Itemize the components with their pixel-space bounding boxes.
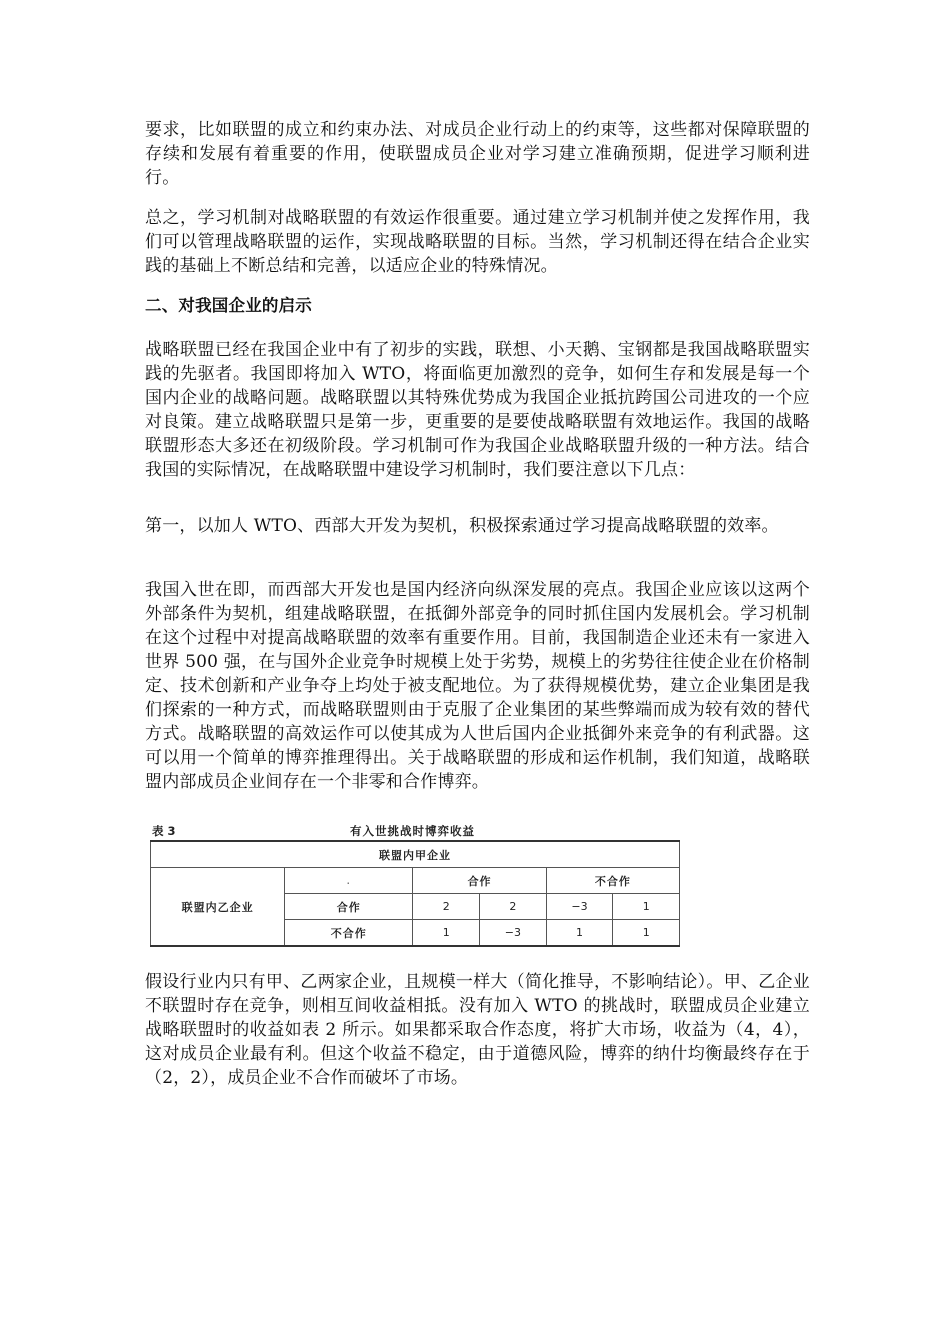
payoff-cell: 2 — [480, 894, 547, 920]
paragraph-5: 我国入世在即，而西部大开发也是国内经济向纵深发展的亮点。我国企业应该以这两个外部条件为契机，组建战略联盟，在抵御外部竞争的同时抓住国内发展机会。学习机制在这个过程中对提高战略联盟的效率有重要作用。目前，我国制造企业还未有一家进入世界 500 强，在与国外企业竞争时规模上处于劣势，规模上的劣势往往使企业在价格制定、技术创新和产业争夺上均处于被支配地位。为了获得规模优势，建立企业集团是我们探索的一种方式，而战略联盟则由于克服了企业集团的某些弊端而成为较有效的替代方式。战略联盟的高效运作可以使其成为人世后国内企业抵御外来竞争的有利武器。这可以用一个简单的博弈推理得出。关于战略联盟的形成和运作机制，我们知道，战略联盟内部成员企业间存在一个非零和合作博弈。 — [145, 580, 810, 792]
corner-dot: . — [346, 877, 351, 886]
payoff-table — [150, 840, 680, 947]
payoff-cell: 1 — [413, 920, 480, 947]
paragraph-4-block — [145, 514, 810, 538]
paragraph-2: 总之，学习机制对战略联盟的有效运作很重要。通过建立学习机制并使之发挥作用，我们可以管理战略联盟的运作，实现战略联盟的目标。当然，学习机制还得在结合企业实践的基础上不断总结和完善，以适应企业的特殊情况。 — [145, 208, 810, 276]
column-group-header: 联盟内甲企业 — [151, 841, 680, 868]
table-caption — [150, 822, 680, 840]
corner-cell — [285, 868, 413, 894]
paragraph-6-block — [145, 970, 810, 1090]
col-strategy-cooperate: 合作 — [413, 868, 546, 894]
payoff-cell: 1 — [613, 894, 680, 920]
row-group-header: 联盟内乙企业 — [151, 868, 285, 947]
payoff-table-figure — [150, 822, 680, 947]
paragraph-1-block — [145, 118, 810, 190]
section-heading: 二、对我国企业的启示 — [145, 296, 312, 315]
table-label: 表 3 — [152, 824, 176, 838]
table-title: 有入世挑战时博弈收益 — [350, 824, 475, 838]
row-strategy-cooperate: 合作 — [285, 894, 413, 920]
paragraph-3-block — [145, 338, 810, 482]
payoff-cell: −3 — [480, 920, 547, 947]
paragraph-5-block — [145, 578, 810, 794]
paragraph-4: 第一，以加人 WTO、西部大开发为契机，积极探索通过学习提高战略联盟的效率。 — [145, 516, 779, 536]
table-strategy-header-row — [151, 868, 680, 894]
row-strategy-defect: 不合作 — [285, 920, 413, 947]
paragraph-2-block — [145, 206, 810, 278]
payoff-cell: 2 — [413, 894, 480, 920]
section-heading-block — [145, 294, 810, 318]
payoff-cell: 1 — [546, 920, 613, 947]
payoff-cell: 1 — [613, 920, 680, 947]
paragraph-1: 要求，比如联盟的成立和约束办法、对成员企业行动上的约束等，这些都对保障联盟的存续和发展有着重要的作用，使联盟成员企业对学习建立准确预期，促进学习顺利进行。 — [145, 120, 810, 188]
paragraph-3: 战略联盟已经在我国企业中有了初步的实践，联想、小天鹅、宝钢都是我国战略联盟实践的先驱者。我国即将加入 WTO，将面临更加激烈的竞争，如何生存和发展是每一个国内企业的战略问题。战略联盟以其特殊优势成为我国企业抵抗跨国公司进攻的一个应对良策。建立战略联盟只是第一步，更重要的是要使战略联盟有效地运作。我国的战略联盟形态大多还在初级阶段。学习机制可作为我国企业战略联盟升级的一种方法。结合我国的实际情况，在战略联盟中建设学习机制时，我们要注意以下几点： — [145, 340, 810, 480]
col-strategy-defect: 不合作 — [546, 868, 679, 894]
table-header-row — [151, 841, 680, 868]
paragraph-6: 假设行业内只有甲、乙两家企业，且规模一样大（简化推导，不影响结论）。甲、乙企业不联盟时存在竞争，则相互间收益相抵。没有加入 WTO 的挑战时，联盟成员企业建立战略联盟时的收益如表 2 所示。如果都采取合作态度，将扩大市场，收益为（4，4），这对成员企业最有利。但这个收益不稳定，由于道德风险，博弈的纳什均衡最终存在于（2，2），成员企业不合作而破坏了市场。 — [145, 972, 810, 1088]
payoff-cell: −3 — [546, 894, 613, 920]
